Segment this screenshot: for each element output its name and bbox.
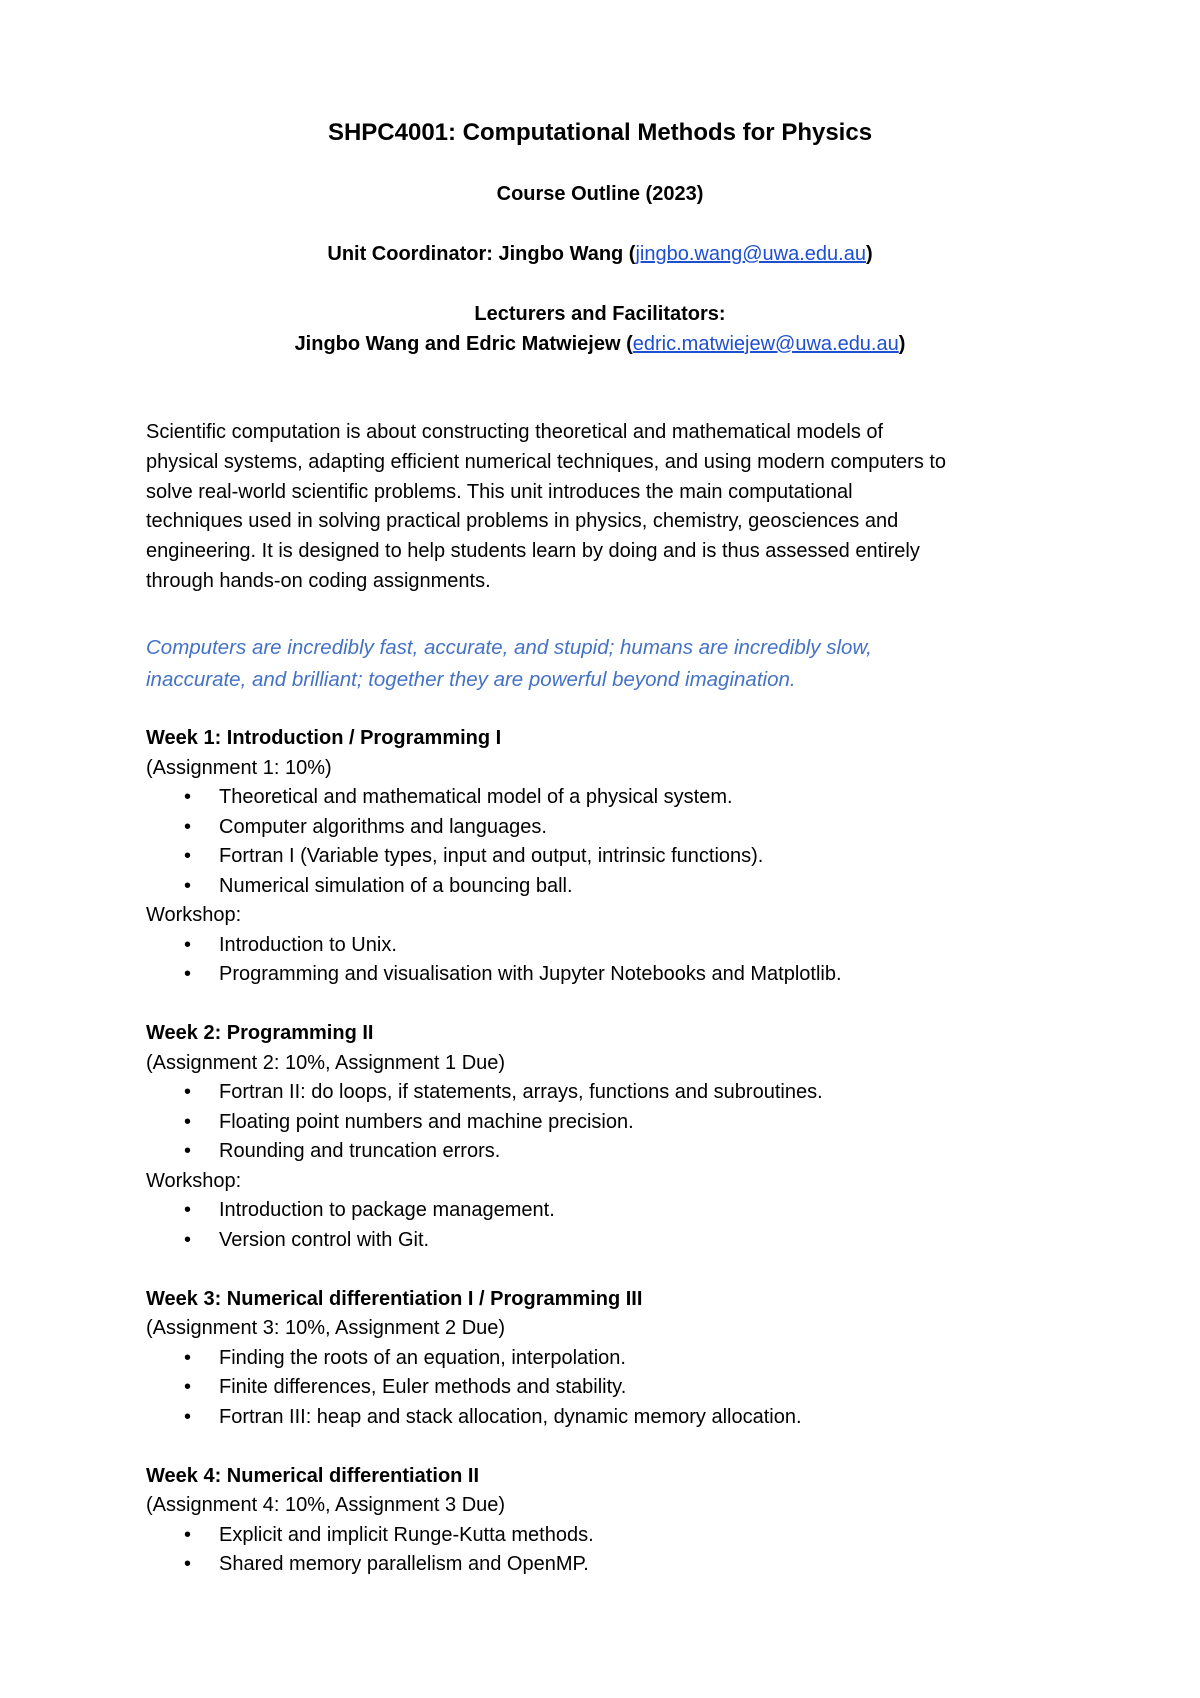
bullet-icon: • — [184, 1199, 192, 1221]
lecturers-close-paren: ) — [898, 333, 906, 355]
intro-paragraph — [146, 418, 1056, 597]
bullet-icon: • — [184, 1228, 192, 1251]
bullet-icon: • — [184, 874, 192, 897]
list-item: • Shared memory parallelism and OpenMP. — [146, 1550, 1056, 1580]
list-item: • Floating point numbers and machine precision. — [146, 1108, 1056, 1138]
intro-line: solve real-world scientific problems. This unit introduces the main computational — [146, 480, 853, 503]
workshop-list — [146, 1196, 1056, 1255]
bullet-icon: • — [184, 1081, 192, 1103]
bullet-icon: • — [184, 1110, 192, 1133]
list-item: • Rounding and truncation errors. — [146, 1137, 1056, 1167]
weekly-schedule — [146, 724, 1056, 1609]
bullet-icon: • — [184, 815, 192, 838]
page-title: SHPC4001: Computational Methods for Physics — [327, 119, 873, 146]
intro-line: Scientific computation is about constructing theoretical and mathematical models of — [146, 421, 884, 443]
bullet-icon: • — [184, 1346, 192, 1369]
list-item: • Explicit and implicit Runge-Kutta methods. — [146, 1521, 1056, 1551]
lecturers-names: Jingbo Wang and Edric Matwiejew ( — [294, 333, 633, 355]
bullet-icon: • — [184, 1376, 192, 1398]
week-2-section — [146, 1019, 1056, 1255]
lecturers-heading: Lecturers and Facilitators: — [474, 303, 726, 325]
bullet-icon: • — [184, 933, 192, 956]
workshop-label: Workshop: — [146, 904, 242, 926]
quote-line: inaccurate, and brilliant; together they are powerful beyond imagination. — [146, 668, 796, 691]
coordinator-close-paren: ) — [865, 243, 873, 265]
topic-list — [146, 1078, 1056, 1167]
topic-list — [146, 1521, 1056, 1580]
topic-list — [146, 783, 1056, 901]
intro-line: techniques used in solving practical problems in physics, chemistry, geosciences and — [146, 510, 899, 533]
list-item: • Fortran III: heap and stack allocation, dynamic memory allocation. — [146, 1403, 1056, 1433]
unit-coordinator-line — [0, 240, 1200, 268]
bullet-icon: • — [184, 1553, 192, 1575]
week-heading: Week 1: Introduction / Programming I — [146, 727, 502, 749]
bullet-icon: • — [184, 786, 192, 808]
bullet-icon: • — [184, 1523, 192, 1546]
course-outline-subtitle: Course Outline (2023) — [496, 183, 704, 205]
bullet-icon: • — [184, 1140, 192, 1162]
list-item: • Finding the roots of an equation, interpolation. — [146, 1344, 1056, 1374]
quote-line: Computers are incredibly fast, accurate, and stupid; humans are incredibly slow, — [146, 636, 872, 659]
bullet-icon: • — [184, 963, 192, 985]
week-assignment: (Assignment 3: 10%, Assignment 2 Due) — [146, 1317, 506, 1339]
list-item: • Introduction to Unix. — [146, 931, 1056, 961]
topic-list — [146, 1344, 1056, 1433]
week-3-section — [146, 1285, 1056, 1433]
quote-paragraph — [146, 632, 1056, 696]
bullet-icon: • — [184, 845, 192, 867]
week-assignment: (Assignment 1: 10%) — [146, 756, 332, 779]
week-heading: Week 3: Numerical differentiation I / Programming III — [146, 1287, 643, 1310]
coordinator-email-link[interactable]: jingbo.wang@uwa.edu.au — [635, 243, 866, 265]
list-item: • Programming and visualisation with Jupyter Notebooks and Matplotlib. — [146, 960, 1056, 990]
week-4-section — [146, 1462, 1056, 1580]
week-assignment: (Assignment 4: 10%, Assignment 3 Due) — [146, 1494, 506, 1516]
list-item: • Fortran I (Variable types, input and output, intrinsic functions). — [146, 842, 1056, 872]
list-item: • Finite differences, Euler methods and stability. — [146, 1373, 1056, 1403]
workshop-list — [146, 931, 1056, 990]
intro-line: physical systems, adapting efficient numerical techniques, and using modern computers to — [146, 450, 947, 473]
lecturers-line — [0, 330, 1200, 358]
week-heading: Week 4: Numerical differentiation II — [146, 1464, 480, 1487]
list-item: • Introduction to package management. — [146, 1196, 1056, 1226]
list-item: • Computer algorithms and languages. — [146, 813, 1056, 843]
list-item: • Theoretical and mathematical model of a physical system. — [146, 783, 1056, 813]
workshop-label: Workshop: — [146, 1169, 242, 1192]
coordinator-label: Unit Coordinator: Jingbo Wang ( — [327, 243, 636, 265]
intro-line: through hands-on coding assignments. — [146, 569, 491, 592]
list-item: • Numerical simulation of a bouncing ball. — [146, 872, 1056, 902]
intro-line: engineering. It is designed to help students learn by doing and is thus assessed entirely — [146, 540, 920, 563]
list-item: • Version control with Git. — [146, 1226, 1056, 1256]
week-heading: Week 2: Programming II — [146, 1022, 374, 1044]
week-1-section — [146, 724, 1056, 990]
lecturer-email-link[interactable]: edric.matwiejew@uwa.edu.au — [632, 333, 899, 355]
bullet-icon: • — [184, 1405, 192, 1428]
week-assignment: (Assignment 2: 10%, Assignment 1 Due) — [146, 1051, 506, 1074]
list-item: • Fortran II: do loops, if statements, arrays, functions and subroutines. — [146, 1078, 1056, 1108]
